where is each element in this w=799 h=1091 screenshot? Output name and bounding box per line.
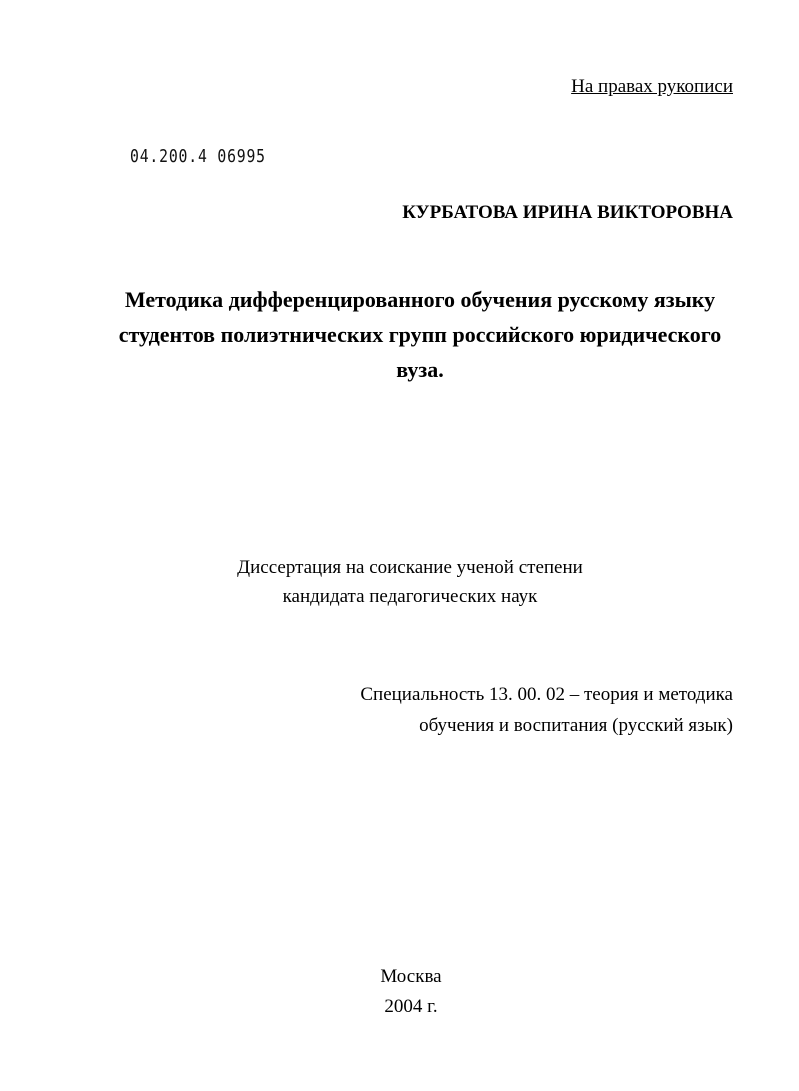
- place-and-year: [311, 962, 511, 1022]
- registration-stamp: 04.200.4 06995: [130, 146, 266, 167]
- specialty-line: Специальность 13. 00. 02 – теория и методика: [360, 684, 733, 705]
- dissertation-title: [60, 282, 780, 387]
- degree-statement: [160, 553, 660, 611]
- specialty-statement: [360, 679, 733, 741]
- specialty-line: обучения и воспитания (русский язык): [419, 715, 733, 736]
- degree-line: кандидата педагогических наук: [282, 586, 538, 607]
- rights-notice: На правах рукописи: [571, 76, 733, 97]
- title-line: студентов полиэтнических групп российского юридического: [118, 322, 722, 347]
- title-line: вуза.: [396, 357, 444, 382]
- author-name: КУРБАТОВА ИРИНА ВИКТОРОВНА: [402, 202, 733, 223]
- city: Москва: [380, 966, 442, 987]
- degree-line: Диссертация на соискание ученой степени: [237, 557, 583, 578]
- year: 2004 г.: [384, 996, 438, 1017]
- title-line: Методика дифференцированного обучения русскому языку: [124, 287, 716, 312]
